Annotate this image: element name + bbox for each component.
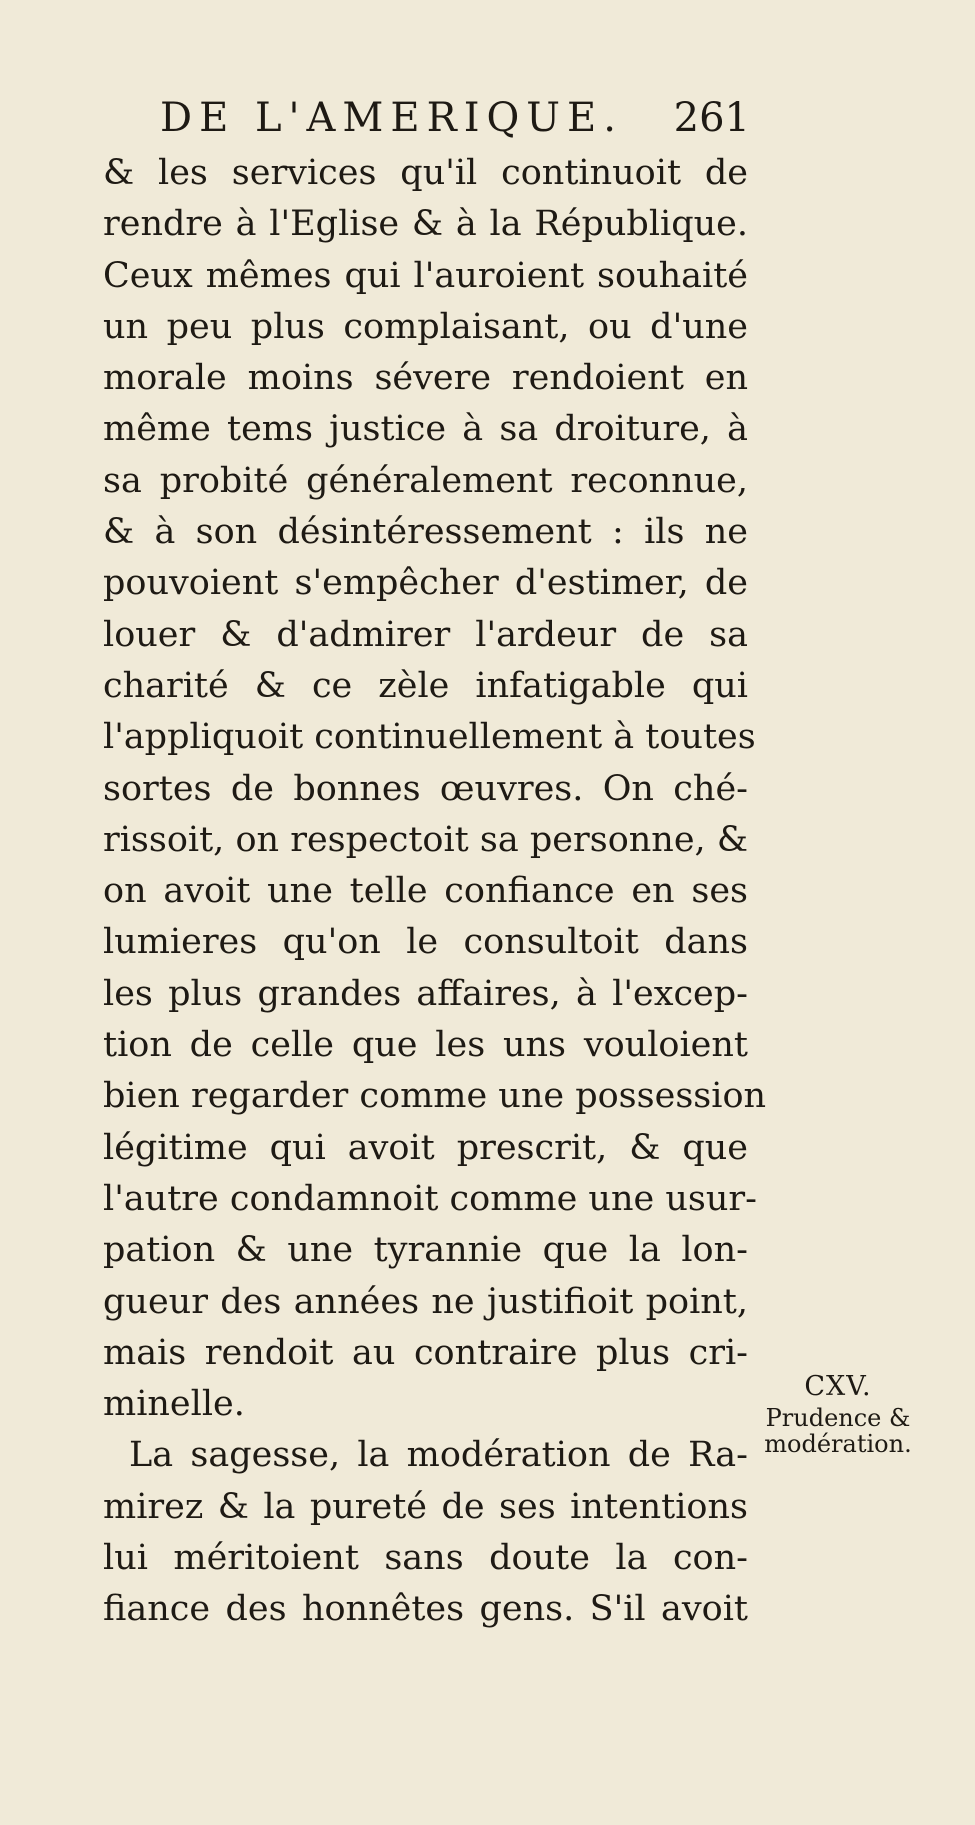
- text-line: l'autre condamnoit comme une usur-: [103, 1178, 757, 1219]
- margin-note-text: Prudence & modération.: [764, 1403, 912, 1459]
- text-line: mirez & la pureté de ses intentions: [103, 1486, 748, 1527]
- text-line: morale moins sévere rendoient en: [103, 358, 748, 399]
- text-line: les plus grandes affaires, à l'excep-: [103, 973, 748, 1014]
- text-line: & à son désintéressement : ils ne: [103, 512, 748, 553]
- text-line: l'appliquoit continuellement à toutes: [103, 717, 756, 758]
- text-line: légitime qui avoit prescrit, & que: [103, 1127, 748, 1168]
- text-line: charité & ce zèle infatigable qui: [103, 665, 748, 706]
- body-text: [103, 148, 767, 1636]
- text-line: pouvoient s'empêcher d'estimer, de: [103, 563, 748, 604]
- text-line: lumieres qu'on le consultoit dans: [103, 922, 748, 963]
- text-line: minelle.: [103, 1384, 245, 1425]
- text-line: bien regarder comme une possession: [103, 1076, 767, 1117]
- margin-note: [753, 1372, 923, 1457]
- text-line: sortes de bonnes œuvres. On ché-: [103, 768, 748, 809]
- text-line: rissoit, on respectoit sa personne, &: [103, 819, 748, 860]
- text-line: sa probité généralement reconnue,: [103, 460, 748, 501]
- text-line: on avoit une telle confiance en ses: [103, 871, 748, 912]
- page-number: 261: [673, 95, 750, 141]
- text-line: tion de celle que les uns vouloient: [103, 1025, 748, 1066]
- text-line: un peu plus complaisant, ou d'une: [103, 306, 748, 347]
- margin-note-number: CXV.: [804, 1371, 872, 1402]
- text-line: La sagesse, la modération de Ra-: [129, 1435, 748, 1476]
- text-line: Ceux mêmes qui l'auroient souhaité: [103, 255, 748, 296]
- text-line: gueur des années ne justifioit point,: [103, 1281, 748, 1322]
- text-line: mais rendoit au contraire plus cri-: [103, 1332, 748, 1373]
- running-title: DE L'AMERIQUE.: [160, 95, 623, 141]
- running-head: [160, 95, 750, 145]
- text-line: louer & d'admirer l'ardeur de sa: [103, 614, 748, 655]
- text-line: & les services qu'il continuoit de: [103, 153, 748, 193]
- text-line: rendre à l'Eglise & à la République.: [103, 204, 748, 245]
- text-line: pation & une tyrannie que la lon-: [103, 1230, 748, 1271]
- text-line: même tems justice à sa droiture, à: [103, 409, 748, 450]
- text-line: lui méritoient sans doute la con-: [103, 1538, 748, 1579]
- text-line: fiance des honnêtes gens. S'il avoit: [103, 1589, 748, 1630]
